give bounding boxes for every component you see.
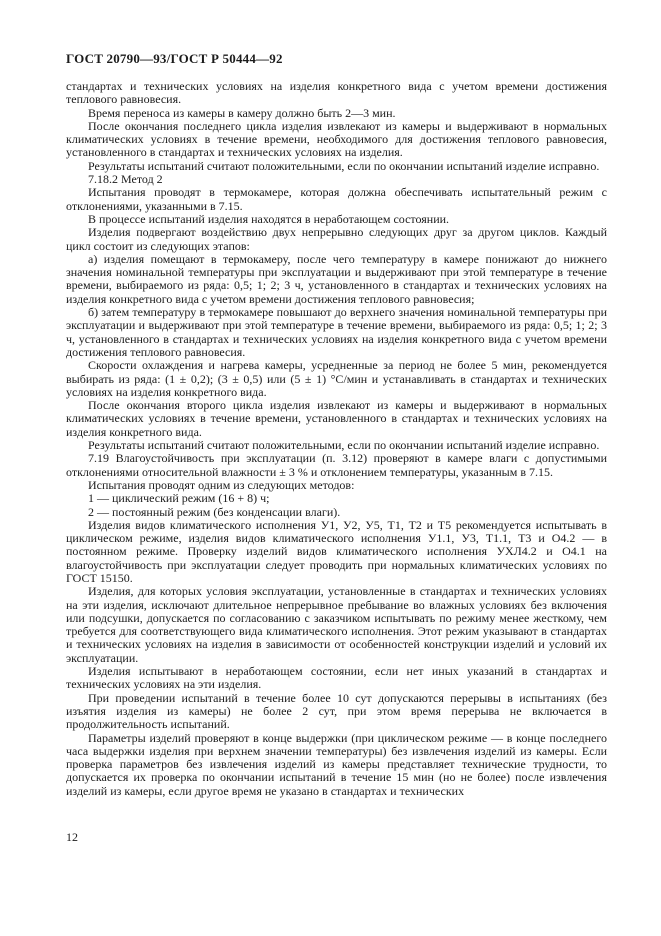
paragraph: стандартах и технических условиях на изделия конкретного вида с учетом времени достижения теплового равновесия. [66, 80, 607, 107]
paragraph: Результаты испытаний считают положительными, если по окончании испытаний изделие исправно. [88, 158, 600, 173]
paragraph: Изделия видов климатического исполнения У1, У2, У5, Т1, Т2 и Т5 рекомендуется испытывать в циклическом режиме, изделия видов климатического исполнения У1.1, У3, Т1.1, Т3 и О4.2 — в постоянном режиме. Проверку изделий видов климатического исполнения УХЛ4.2 и О4.1 на влагоустойчивость при эксплуатации следует проводить при нормальных климатических условиях по ГОСТ 15150. [66, 517, 607, 585]
paragraph: После окончания второго цикла изделия извлекают из камеры и выдерживают в нормальных климатических условиях в течение времени, установленного в стандартах и технических условиях на изделия конкретного вида. [66, 398, 607, 439]
paragraph: а) изделия помещают в термокамеру, после чего температуру в камере понижают до нижнего значения номинальной температуры при эксплуатации и выдерживают при этой температуре в течение времени, выбираемого из ряда: 0,5; 1; 2; 3 ч, установленного в стандартах и технических условиях на изделия конкретного вида с учетом времени достижения теплового равновесия; [66, 251, 607, 306]
paragraph: Изделия, для которых условия эксплуатации, установленные в стандартах и технических условиях на эти изделия, исключают длительное непрерывное пребывание во влажных условиях без включения или подсушки, допускается по согласованию с заказчиком испытывать по режиму менее жесткому, чем требуется для соответствующего вида климатического исполнения. Этот режим указывают в стандартах и технических условиях на изделия в зависимости от особенностей конструкции изделий и условий их эксплуатации. [66, 584, 607, 665]
list-item: 2 — постоянный режим (без конденсации влаги). [88, 504, 341, 519]
section-heading: 7.18.2 Метод 2 [88, 172, 163, 187]
page-number: 12 [66, 830, 78, 844]
paragraph: б) затем температуру в термокамере повышают до верхнего значения номинальной температуры при эксплуатации и выдерживают при этой температуре в течение времени, выбираемого из ряда: 0,5; 1; 2; 3 ч, установленного в стандартах и технических условиях на изделия конкретного вида с учетом времени достижения теплового равновесия. [66, 305, 607, 359]
paragraph: В процессе испытаний изделия находятся в неработающем состоянии. [88, 211, 450, 226]
paragraph: Время переноса из камеры в камеру должно быть 2—3 мин. [88, 105, 396, 120]
paragraph: Испытания проводят одним из следующих методов: [88, 477, 355, 492]
paragraph: Результаты испытаний считают положительными, если по окончании испытаний изделие исправно. [88, 438, 600, 453]
paragraph: 7.19 Влагоустойчивость при эксплуатации (п. 3.12) проверяют в камере влаги с допустимыми отклонениями относительной влажности ± 3 % и отклонением температуры, указанным в 7.15. [66, 451, 607, 479]
paragraph: После окончания последнего цикла изделия извлекают из камеры и выдерживают в нормальных климатических условиях в течение времени, необходимого для достижения теплового равновесия, установленного в стандартах и технических условиях на изделия. [66, 118, 607, 160]
list-item: 1 — циклический режим (16 + 8) ч; [88, 491, 270, 506]
paragraph: При проведении испытаний в течение более 10 сут допускаются перерывы в испытаниях (без изъятия изделия из камеры) не более 2 сут, при этом время перерыва не включается в продолжительность испытаний. [66, 690, 607, 732]
paragraph: Испытания проводят в термокамере, которая должна обеспечивать испытательный режим с отклонениями, указанными в 7.15. [66, 185, 607, 213]
paragraph: Изделия подвергают воздействию двух непрерывно следующих друг за другом циклов. Каждый цикл состоит из следующих этапов: [66, 225, 607, 253]
document-body [66, 80, 607, 828]
paragraph: Параметры изделий проверяют в конце выдержки (при циклическом режиме — в конце последнего часа выдержки изделия при верхнем значении температуры) без извлечения изделий из камеры. Если проверка параметров без извлечения изделий из камеры представляет технические трудности, то допускается их проверка по окончании испытаний в течение 15 мин (но не более) после извлечения изделий из камеры, если другое время не указано в стандартах и технических [66, 730, 607, 798]
running-header: ГОСТ 20790—93/ГОСТ Р 50444—92 [66, 51, 283, 66]
paragraph: Скорости охлаждения и нагрева камеры, усредненные за период не более 5 мин, рекомендуется выбирать из ряда: (1 ± 0,2); (3 ± 0,5) или (5 ± 1) °С/мин и устанавливать в стандартах и технических условиях на изделия конкретного вида. [66, 358, 607, 399]
paragraph: Изделия испытывают в неработающем состоянии, если нет иных указаний в стандартах и технических условиях на эти изделия. [66, 664, 607, 692]
